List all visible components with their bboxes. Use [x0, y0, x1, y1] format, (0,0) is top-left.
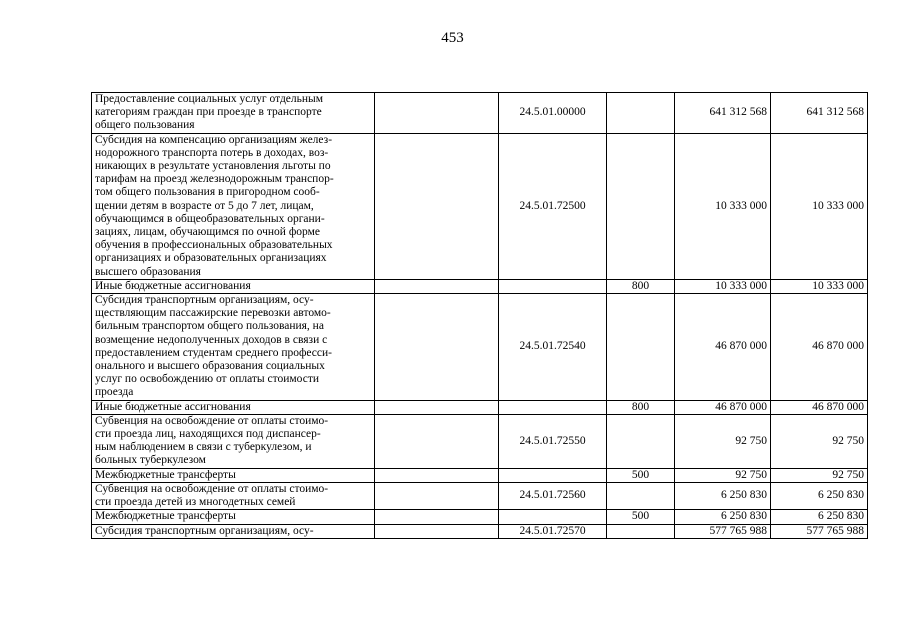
empty-cell — [375, 93, 499, 134]
target-article-code-cell: 24.5.01.00000 — [499, 93, 607, 134]
empty-cell — [375, 279, 499, 293]
row-name-line: сти проезда детей из многодетных семей — [95, 496, 296, 509]
row-name-line: Предоставление социальных услуг отдельным — [95, 93, 324, 105]
row-name-line: Субсидия транспортным организациям, осу- — [95, 294, 314, 307]
row-name-line: проезда — [95, 386, 134, 399]
amount-year1-cell: 6 250 830 — [675, 482, 771, 509]
table-row — [92, 93, 868, 134]
target-article-code-cell — [499, 279, 607, 293]
empty-cell — [375, 482, 499, 509]
row-name-line: зациях, лицам, обучающимся по очной форме — [95, 226, 320, 239]
row-name-line: Субсидия транспортным организациям, осу- — [95, 524, 314, 537]
target-article-code-cell: 24.5.01.72570 — [499, 524, 607, 538]
row-name-line: организациях и образовательных организациях — [95, 252, 327, 265]
empty-cell — [375, 524, 499, 538]
expense-type-cell: 500 — [607, 468, 675, 482]
budget-table — [91, 92, 868, 539]
row-name-cell — [92, 482, 375, 509]
row-name-line: возмещение недополученных доходов в связи с — [95, 333, 328, 346]
amount-year1-cell: 577 765 988 — [675, 524, 771, 538]
row-name-cell — [92, 93, 375, 134]
empty-cell — [375, 468, 499, 482]
row-name-line: категориям граждан при проезде в транспорте — [95, 106, 322, 119]
amount-year2-cell: 92 750 — [771, 468, 868, 482]
expense-type-cell — [607, 133, 675, 279]
expense-type-cell: 500 — [607, 510, 675, 524]
amount-year2-cell: 641 312 568 — [771, 93, 868, 134]
row-name-line: ществляющим пассажирские перевозки автомо- — [95, 307, 331, 320]
target-article-code-cell: 24.5.01.72560 — [499, 482, 607, 509]
expense-type-cell — [607, 524, 675, 538]
expense-type-cell — [607, 482, 675, 509]
table-row — [92, 279, 868, 293]
table-row — [92, 482, 868, 509]
row-name-cell — [92, 468, 375, 482]
row-name-line: Иные бюджетные ассигнования — [95, 279, 251, 292]
row-name-line: том общего пользования в пригородном сооб- — [95, 186, 320, 199]
row-name-line: онального и высшего образования социальных — [95, 360, 325, 373]
row-name-line: обучающимся в общеобразовательных органи- — [95, 212, 325, 225]
amount-year2-cell: 92 750 — [771, 414, 868, 468]
page-number: 453 — [441, 30, 464, 46]
row-name-line: никающих в результате установления льготы по — [95, 160, 331, 173]
table-body — [92, 93, 868, 539]
amount-year2-cell: 6 250 830 — [771, 510, 868, 524]
row-name-cell — [92, 524, 375, 538]
row-name-line: ным наблюдением в связи с туберкулезом, и — [95, 441, 312, 454]
row-name-line: Межбюджетные трансферты — [95, 468, 236, 481]
amount-year1-cell: 6 250 830 — [675, 510, 771, 524]
empty-cell — [375, 510, 499, 524]
expense-type-cell — [607, 93, 675, 134]
row-name-line: сти проезда лиц, находящихся под диспансер- — [95, 428, 321, 441]
row-name-cell — [92, 414, 375, 468]
row-name-line: больных туберкулезом — [95, 454, 206, 467]
amount-year2-cell: 577 765 988 — [771, 524, 868, 538]
amount-year1-cell: 92 750 — [675, 414, 771, 468]
expense-type-cell: 800 — [607, 279, 675, 293]
row-name-line: общего пользования — [95, 119, 195, 132]
target-article-code-cell: 24.5.01.72500 — [499, 133, 607, 279]
amount-year2-cell: 10 333 000 — [771, 279, 868, 293]
table-row — [92, 294, 868, 401]
row-name-line: высшего образования — [95, 265, 201, 278]
row-name-line: услуг по освобождению от оплаты стоимости — [95, 373, 320, 386]
table-row — [92, 524, 868, 538]
amount-year1-cell: 641 312 568 — [675, 93, 771, 134]
amount-year1-cell: 46 870 000 — [675, 400, 771, 414]
target-article-code-cell: 24.5.01.72540 — [499, 294, 607, 401]
table-row — [92, 468, 868, 482]
empty-cell — [375, 400, 499, 414]
row-name-line: щении детям в возрасте от 5 до 7 лет, лицам, — [95, 199, 314, 212]
expense-type-cell: 800 — [607, 400, 675, 414]
amount-year2-cell: 6 250 830 — [771, 482, 868, 509]
amount-year2-cell: 46 870 000 — [771, 400, 868, 414]
table-row — [92, 400, 868, 414]
row-name-cell — [92, 279, 375, 293]
expense-type-cell — [607, 414, 675, 468]
empty-cell — [375, 294, 499, 401]
row-name-line: Субвенция на освобождение от оплаты стоимо- — [95, 414, 329, 427]
row-name-cell — [92, 294, 375, 401]
target-article-code-cell — [499, 510, 607, 524]
row-name-cell — [92, 133, 375, 279]
amount-year2-cell: 46 870 000 — [771, 294, 868, 401]
row-name-line: Субвенция на освобождение от оплаты стоимо- — [95, 482, 329, 495]
row-name-cell — [92, 510, 375, 524]
row-name-line: Субсидия на компенсацию организациям желез- — [95, 133, 333, 146]
row-name-line: обучения в профессиональных образовательных — [95, 239, 333, 252]
row-name-line: предоставлением студентам среднего професси- — [95, 346, 333, 359]
amount-year1-cell: 10 333 000 — [675, 279, 771, 293]
table-row — [92, 414, 868, 468]
amount-year1-cell: 10 333 000 — [675, 133, 771, 279]
row-name-line: Иные бюджетные ассигнования — [95, 400, 251, 413]
empty-cell — [375, 133, 499, 279]
amount-year1-cell: 46 870 000 — [675, 294, 771, 401]
row-name-line: тарифам на проезд железнодорожным транспор- — [95, 173, 334, 186]
table-row — [92, 133, 868, 279]
target-article-code-cell — [499, 468, 607, 482]
target-article-code-cell — [499, 400, 607, 414]
row-name-line: Межбюджетные трансферты — [95, 510, 236, 523]
row-name-line: нодорожного транспорта потерь в доходах, воз- — [95, 146, 329, 159]
amount-year2-cell: 10 333 000 — [771, 133, 868, 279]
target-article-code-cell: 24.5.01.72550 — [499, 414, 607, 468]
expense-type-cell — [607, 294, 675, 401]
row-name-line: бильным транспортом общего пользования, на — [95, 320, 324, 333]
amount-year1-cell: 92 750 — [675, 468, 771, 482]
table-row — [92, 510, 868, 524]
empty-cell — [375, 414, 499, 468]
row-name-cell — [92, 400, 375, 414]
